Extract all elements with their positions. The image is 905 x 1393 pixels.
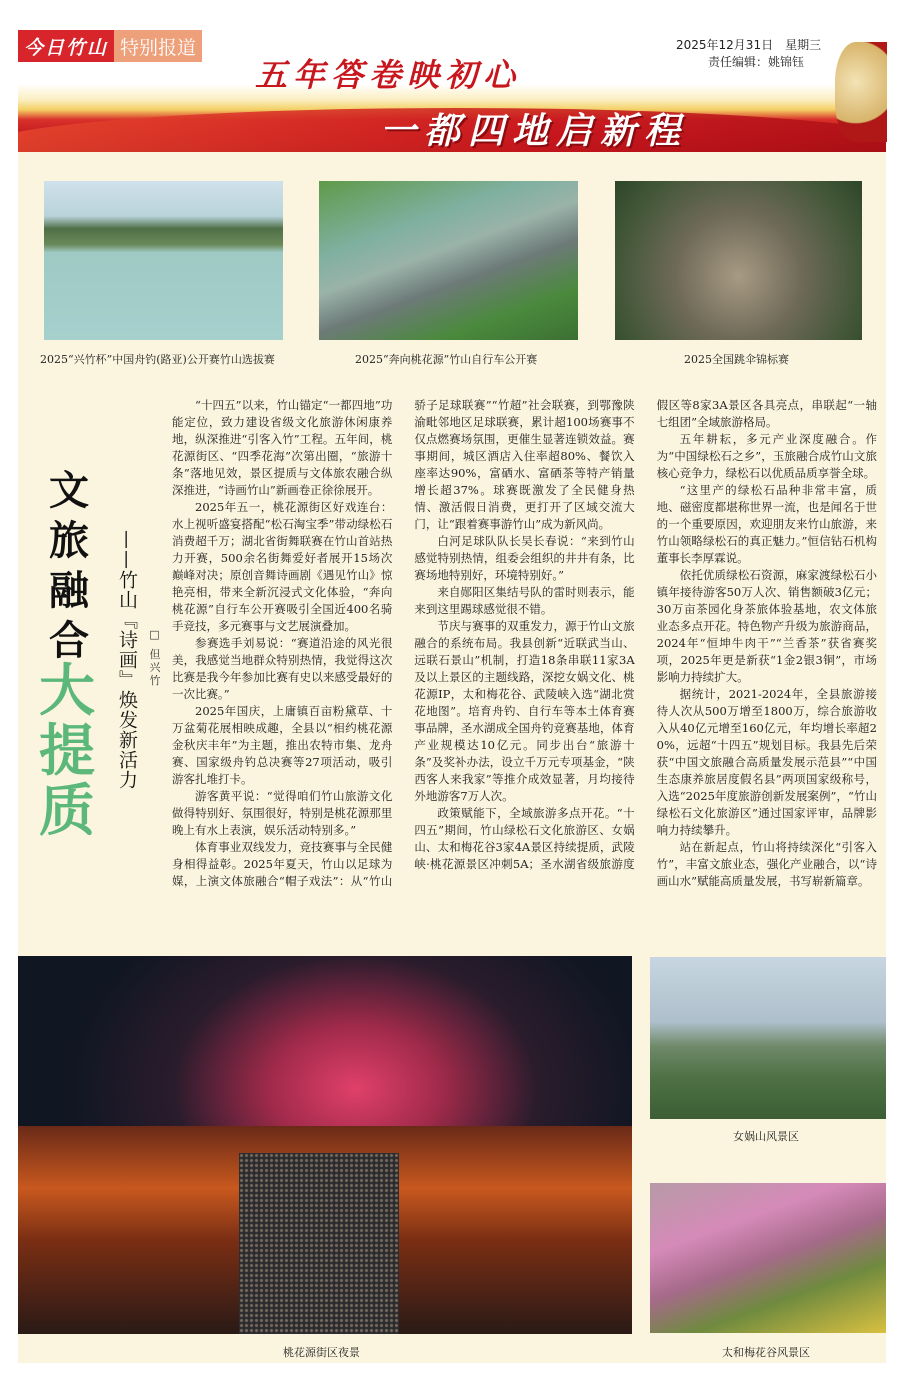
paragraph: 节庆与赛事的双重发力，源于竹山文旅融合的系统布局。我县创新“近联武当山、远联石景山”机制，打造18条串联11家3A及以上景区的主题线路，深挖女娲文化、桃花源IP，太和梅花谷、武陵峡入选“湖北赏花地图”。培育舟钓、自行车等本土体育赛事品牌，圣水湖成全国舟钓竞赛基地，体育产业规模达10亿元。同步出台“旅游十条”及奖补办法，设立千万元专项基金，“陕西客人来我家”等推介成效显著，月均接待外地游客7万人次。 <box>414 619 635 803</box>
paragraph: 参赛选手刘易说：“赛道沿途的风光很美，我感觉当地群众特别热情，我觉得这次比赛是我今年参加比赛有史以来感受最好的一次比赛。” <box>172 636 393 701</box>
issue-date: 2025年12月31日 星期三 <box>676 38 822 52</box>
paragraph: “这里产的绿松石品种非常丰富，质地、磁密度都堪称世界一流，也是闻名于世的一个重要原因，欢迎朋友来竹山旅游，来竹山领略绿松石的真正魅力。”恒信钻石机构董事长李厚霖说。 <box>656 483 877 565</box>
paragraph: 白河足球队队长吴长春说：“来到竹山感觉特别热情，组委会组织的井井有条，比赛场地特别好，环境特别好。” <box>414 534 635 582</box>
paragraph: 2025年国庆，上庸镇百亩粉黛草、十万盆菊花展相映成趣，全县以“相约桃花源 金秋庆丰年”为主题，推出农特市集、龙舟赛、国家级舟钓总决赛等27项活动，吸引游客扎堆打卡。 <box>172 704 393 786</box>
photo-kayak-fishing <box>44 181 283 340</box>
photo-caption: 太和梅花谷风景区 <box>722 1346 810 1359</box>
paragraph: 2025年五一，桃花源街区好戏连台：水上视听盛宴搭配“松石淘宝季”带动绿松石消费超千万；湖北省街舞联赛在竹山首站热力开赛，500余名街舞爱好者展开15场次巅峰对决；原创音舞诗画剧《遇见竹山》惊艳亮相，带来全新沉浸式文化体验，“奔向桃花源”自行车公开赛吸引全国近400名骑手竞技，多元赛事与文艺展演叠加。 <box>172 500 393 633</box>
photo-nuwa-mountain <box>650 957 886 1119</box>
paragraph: 五年耕耘，多元产业深度融合。作为“中国绿松石之乡”，玉旅融合成竹山文旅核心竞争力，绿松石以优质品质享誉全球。 <box>656 432 877 480</box>
paragraph: 来自郧阳区集结号队的雷时则表示，能来到这里踢球感觉很不错。 <box>414 585 635 616</box>
photo-caption: 桃花源街区夜景 <box>283 1346 360 1359</box>
photo-night-fireworks <box>18 956 632 1334</box>
paragraph: 依托优质绿松石资源，麻家渡绿松石小镇年接待游客50万人次、销售额破3亿元；30万亩茶园化身茶旅体验基地，农文体旅业态多点开花。特色物产升级为旅游商品，2024年“恒坤牛肉干”“兰香茶”获省赛奖项，2025年更是新获“1金2银3铜”，市场影响力持续扩大。 <box>656 568 877 684</box>
editor-credit: 责任编辑：姚锦钰 <box>708 55 805 69</box>
headline-part2: 大提质 <box>39 659 95 844</box>
photo-caption: 2025“奔向桃花源”竹山自行车公开赛 <box>355 353 538 366</box>
paragraph: 体育事业双线发力，竞技赛事与全民健身相得益彰。2025年夏天，竹山以足球为媒，上演文体旅融合“帽子戏法”：从“竹山骄子足球联赛”“竹超”社会联赛，到鄂豫陕渝毗邻地区足球联赛，累计超100场赛事不仅点燃赛场氛围，更催生显著连锁效益。赛事期间，城区酒店入住率超80%、餐饮入座率达90%，富硒水、富硒茶等特产销量增长超37%。球赛既激发了全民健身热情、激活假日消费，更打开了区域交流大门，让“跟着赛事游竹山”成为新风尚。 <box>172 398 635 888</box>
photo-plum-valley <box>650 1183 886 1333</box>
logo-name: 今日竹山 <box>18 30 114 62</box>
drum-illustration-icon <box>835 42 887 142</box>
paragraph: 游客黄平说：“觉得咱们竹山旅游文化做得特别好、氛围很好，特别是桃花源那里晚上有水上表演，娱乐活动特别多。” <box>172 789 393 837</box>
byline: □ 但兴竹 <box>148 628 161 688</box>
photo-cycling-race <box>319 181 578 340</box>
article-body <box>172 397 877 890</box>
crowd <box>239 1153 399 1334</box>
photo-caption: 女娲山风景区 <box>733 1130 799 1143</box>
photo-caption: 2025全国跳伞锦标赛 <box>684 353 789 366</box>
photo-caption: 2025“兴竹杯”中国舟钓(路亚)公开赛竹山选拔赛 <box>40 353 275 366</box>
newspaper-logo <box>18 30 202 62</box>
paragraph: 站在新起点，竹山将持续深化“引客入竹”，丰富文旅业态，强化产业融合，以“诗画山水”赋能高质量发展，书写崭新篇章。 <box>656 840 877 888</box>
section-label: 特别报道 <box>114 30 202 62</box>
paragraph: 据统计，2021-2024年，全县旅游接待人次从500万增至1800万，综合旅游收入从40亿元增至160亿元，年均增长率超20%，远超“十四五”规划目标。我县先后荣获“中国文旅融合高质量发展示范县”“中国生态康养旅居度假名县”两项国家级称号，入选“2025年度旅游创新发展案例”，“竹山绿松石文化旅游区”通过国家评审，品牌影响力持续攀升。 <box>656 687 877 837</box>
photo-parachute-aerial <box>615 181 862 340</box>
banner-title-line1: 五年答卷映初心 <box>255 56 522 94</box>
paragraph: “十四五”以来，竹山锚定“一都四地”功能定位，致力建设省级文化旅游休闲康养地，纵深推进“引客入竹”工程。五年间，桃花源街区、“四季花海”次第出圈，“旅游十条”落地见效，景区提质与文体旅农融合纵深推进，“诗画竹山”新画卷正徐徐展开。 <box>172 398 393 497</box>
headline-part1: 文旅融合 <box>49 468 89 664</box>
paragraph: 政策赋能下，全域旅游多点开花。“十四五”期间，竹山绿松石文化旅游区、女娲山、太和梅花谷3家4A景区持续提质，武陵峡·桃花源景区冲刺5A；圣水湖省级旅游度假区等8家3A景区各具亮点，串联起“一轴七组团”全域旅游格局。 <box>414 398 877 871</box>
banner-title-line2: 一都四地启新程 <box>380 110 689 152</box>
subheadline: ——竹山『诗画』焕发新活力 <box>116 530 138 790</box>
